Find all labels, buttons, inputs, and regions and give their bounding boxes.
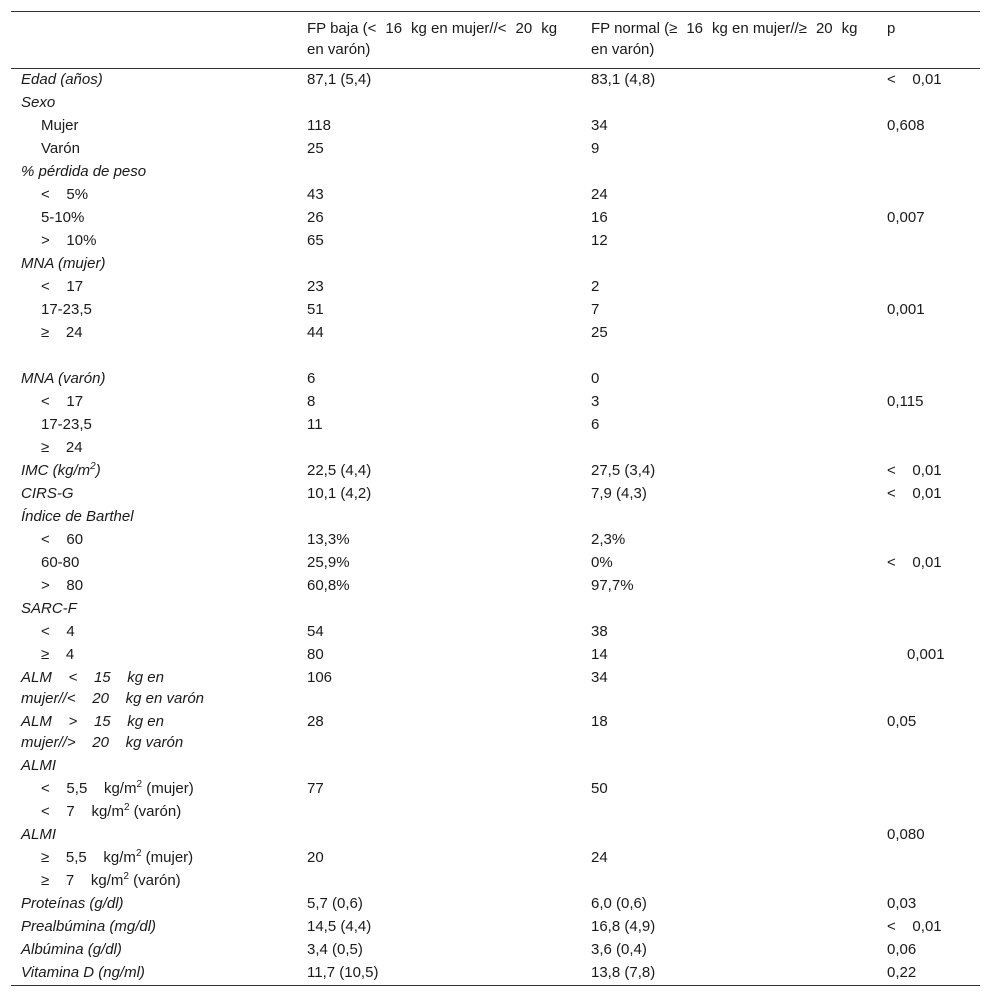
cell-p-value: 0,22 — [887, 964, 917, 981]
table-row — [11, 276, 980, 299]
table-row — [11, 621, 980, 644]
cell-low-grip — [297, 437, 581, 460]
cell-p-value — [877, 529, 980, 552]
table-row — [11, 460, 980, 483]
cell-low-grip: 22,5 (4,4) — [307, 462, 372, 479]
row-label — [11, 460, 297, 483]
cell-normal-grip — [581, 755, 877, 778]
cell-p-value — [877, 437, 980, 460]
row-label: % pérdida de peso — [21, 163, 147, 180]
row-label: ALM > 15 kg en mujer//> 20 kg varón — [21, 713, 184, 751]
table-row — [11, 552, 980, 575]
row-label: Varón — [41, 140, 80, 157]
cell-p-value: < 0,01 — [887, 462, 942, 479]
cell-low-grip — [297, 755, 581, 778]
table-row — [11, 115, 980, 138]
row-label: ≥ 24 — [41, 439, 83, 456]
table-header-row — [11, 12, 980, 69]
cell-p-value — [877, 345, 980, 368]
table-row — [11, 939, 980, 962]
row-label — [11, 345, 297, 368]
row-label: ALMI — [21, 826, 57, 843]
cell-low-grip: 8 — [307, 393, 316, 410]
table-row — [11, 755, 980, 778]
table-row — [11, 299, 980, 322]
row-label: < 60 — [41, 531, 84, 548]
row-label — [11, 801, 297, 824]
cell-p-value — [877, 184, 980, 207]
row-label-text: ≥ 7 kg/m — [41, 872, 124, 889]
cell-normal-grip: 18 — [591, 713, 608, 730]
results-table — [11, 11, 980, 986]
cell-low-grip: 77 — [307, 780, 324, 797]
header-p-value: p — [887, 20, 896, 37]
cell-low-grip: 43 — [307, 186, 324, 203]
cell-low-grip: 3,4 (0,5) — [307, 941, 363, 958]
row-label: CIRS-G — [21, 485, 74, 502]
row-label: 17-23,5 — [41, 301, 92, 318]
cell-p-value: < 0,01 — [887, 485, 942, 502]
superscript: 2 — [123, 871, 129, 882]
cell-normal-grip: 24 — [591, 186, 608, 203]
row-label: ≥ 4 — [41, 646, 75, 663]
cell-normal-grip: 3,6 (0,4) — [591, 941, 647, 958]
cell-normal-grip: 97,7% — [591, 577, 634, 594]
cell-normal-grip: 16,8 (4,9) — [591, 918, 656, 935]
cell-p-value — [877, 414, 980, 437]
cell-low-grip: 10,1 (4,2) — [307, 485, 372, 502]
row-label-text: IMC (kg/m — [21, 462, 91, 479]
table-row — [11, 529, 980, 552]
row-label — [11, 847, 297, 870]
table-row — [11, 69, 980, 93]
cell-normal-grip: 14 — [591, 646, 608, 663]
row-label: Edad (años) — [21, 71, 103, 88]
row-label: ≥ 24 — [41, 324, 83, 341]
cell-low-grip — [297, 253, 581, 276]
cell-p-value — [877, 138, 980, 161]
row-label-text: < 7 kg/m — [41, 803, 124, 820]
cell-low-grip — [297, 92, 581, 115]
row-label: > 80 — [41, 577, 84, 594]
cell-low-grip — [297, 506, 581, 529]
cell-low-grip: 28 — [307, 713, 324, 730]
header-normal-grip: FP normal (≥ 16 kg en mujer//≥ 20 kg en varón) — [591, 20, 858, 58]
row-label: ALMI — [21, 757, 57, 774]
row-label: SARC-F — [21, 600, 77, 617]
row-label: < 5% — [41, 186, 89, 203]
table-row — [11, 893, 980, 916]
cell-p-value: 0,03 — [887, 895, 917, 912]
cell-normal-grip: 2 — [591, 278, 600, 295]
cell-low-grip — [297, 345, 581, 368]
row-label-text: < 5,5 kg/m — [41, 780, 137, 797]
cell-normal-grip — [581, 253, 877, 276]
cell-normal-grip — [581, 598, 877, 621]
row-label — [11, 870, 297, 893]
cell-p-value — [877, 322, 980, 345]
cell-normal-grip: 2,3% — [591, 531, 626, 548]
table-row — [11, 391, 980, 414]
table-row — [11, 437, 980, 460]
cell-low-grip: 13,3% — [307, 531, 350, 548]
cell-low-grip: 60,8% — [307, 577, 350, 594]
cell-p-value: 0,05 — [887, 713, 917, 730]
table-row — [11, 414, 980, 437]
cell-normal-grip — [581, 345, 877, 368]
cell-low-grip: 44 — [307, 324, 324, 341]
cell-normal-grip: 34 — [591, 669, 608, 686]
superscript: 2 — [123, 802, 130, 813]
superscript: 2 — [136, 779, 143, 790]
row-label: MNA (mujer) — [21, 255, 106, 272]
cell-normal-grip: 3 — [591, 393, 600, 410]
cell-p-value — [877, 92, 980, 115]
cell-p-value — [877, 801, 980, 824]
table-row — [11, 824, 980, 847]
table-row — [11, 483, 980, 506]
cell-low-grip: 26 — [307, 209, 324, 226]
table-row — [11, 506, 980, 529]
cell-low-grip: 118 — [307, 117, 331, 134]
row-label: Vitamina D (ng/ml) — [21, 964, 145, 981]
cell-p-value — [877, 368, 980, 391]
table-row — [11, 962, 980, 986]
cell-normal-grip — [581, 161, 877, 184]
table-row — [11, 207, 980, 230]
cell-low-grip: 11 — [307, 416, 323, 433]
cell-p-value — [877, 755, 980, 778]
cell-low-grip: 14,5 (4,4) — [307, 918, 372, 935]
cell-low-grip — [297, 598, 581, 621]
cell-p-value: < 0,01 — [887, 71, 942, 88]
row-label: ALM < 15 kg en mujer//< 20 kg en varón — [21, 669, 205, 707]
cell-normal-grip: 38 — [591, 623, 608, 640]
cell-normal-grip — [581, 870, 877, 893]
cell-normal-grip: 9 — [591, 140, 600, 157]
table-row — [11, 345, 980, 368]
table-row — [11, 711, 980, 755]
row-label-text: (varón) — [128, 872, 181, 889]
cell-low-grip: 25 — [307, 140, 324, 157]
cell-p-value — [877, 667, 980, 711]
cell-normal-grip: 12 — [591, 232, 608, 249]
table-row — [11, 847, 980, 870]
cell-p-value: 0,001 — [907, 646, 945, 663]
superscript: 2 — [135, 848, 142, 859]
cell-normal-grip — [581, 801, 877, 824]
row-label-text: (mujer) — [141, 849, 194, 866]
cell-normal-grip: 24 — [591, 849, 608, 866]
cell-low-grip — [297, 161, 581, 184]
cell-p-value — [877, 230, 980, 253]
header-variable — [11, 12, 297, 69]
table-row — [11, 801, 980, 824]
cell-p-value — [877, 621, 980, 644]
row-label: Índice de Barthel — [21, 508, 134, 525]
cell-normal-grip — [581, 506, 877, 529]
header-low-grip: FP baja (< 16 kg en mujer//< 20 kg en varón) — [307, 20, 558, 58]
cell-low-grip — [297, 801, 581, 824]
cell-low-grip — [297, 824, 581, 847]
table-row — [11, 253, 980, 276]
cell-normal-grip: 34 — [591, 117, 608, 134]
cell-p-value — [877, 598, 980, 621]
cell-normal-grip: 0% — [591, 554, 613, 571]
cell-p-value — [877, 253, 980, 276]
cell-low-grip: 20 — [307, 849, 324, 866]
cell-low-grip: 11,7 (10,5) — [307, 964, 379, 981]
cell-normal-grip: 83,1 (4,8) — [591, 71, 656, 88]
row-label-text: (varón) — [129, 803, 182, 820]
results-table-container — [11, 11, 980, 986]
row-label-text: ≥ 5,5 kg/m — [41, 849, 136, 866]
cell-p-value: 0,115 — [887, 393, 924, 410]
row-label: < 17 — [41, 393, 84, 410]
cell-normal-grip: 16 — [591, 209, 608, 226]
table-row — [11, 667, 980, 711]
table-row — [11, 92, 980, 115]
cell-normal-grip: 7,9 (4,3) — [591, 485, 647, 502]
cell-low-grip: 5,7 (0,6) — [307, 895, 363, 912]
cell-p-value: < 0,01 — [887, 918, 942, 935]
cell-p-value: 0,007 — [887, 209, 925, 226]
cell-normal-grip — [581, 824, 877, 847]
row-label: MNA (varón) — [21, 370, 106, 387]
row-label: Mujer — [41, 117, 79, 134]
cell-low-grip — [297, 870, 581, 893]
cell-normal-grip: 13,8 (7,8) — [591, 964, 656, 981]
cell-p-value — [877, 161, 980, 184]
cell-p-value — [877, 506, 980, 529]
table-row — [11, 870, 980, 893]
cell-low-grip: 54 — [307, 623, 324, 640]
row-label: 5-10% — [41, 209, 85, 226]
row-label: 17-23,5 — [41, 416, 92, 433]
cell-low-grip: 23 — [307, 278, 324, 295]
cell-p-value — [877, 847, 980, 870]
row-label: Prealbúmina (mg/dl) — [21, 918, 157, 935]
table-row — [11, 368, 980, 391]
cell-p-value: < 0,01 — [887, 554, 942, 571]
cell-p-value: 0,608 — [887, 117, 925, 134]
table-row — [11, 184, 980, 207]
cell-p-value — [877, 575, 980, 598]
row-label: < 17 — [41, 278, 84, 295]
cell-normal-grip: 6,0 (0,6) — [591, 895, 647, 912]
row-label: 60-80 — [41, 554, 80, 571]
table-body — [11, 69, 980, 986]
cell-normal-grip — [581, 437, 877, 460]
cell-normal-grip: 0 — [591, 370, 600, 387]
table-row — [11, 644, 980, 667]
table-row — [11, 230, 980, 253]
row-label: Proteínas (g/dl) — [21, 895, 124, 912]
row-label: < 4 — [41, 623, 75, 640]
table-row — [11, 161, 980, 184]
cell-p-value: 0,001 — [887, 301, 925, 318]
table-row — [11, 916, 980, 939]
table-row — [11, 575, 980, 598]
cell-p-value — [877, 778, 980, 801]
table-row — [11, 138, 980, 161]
cell-low-grip: 65 — [307, 232, 324, 249]
cell-low-grip: 25,9% — [307, 554, 350, 571]
cell-normal-grip: 6 — [591, 416, 600, 433]
table-row — [11, 598, 980, 621]
cell-low-grip: 80 — [307, 646, 324, 663]
cell-p-value: 0,06 — [887, 941, 917, 958]
cell-p-value: 0,080 — [887, 826, 925, 843]
cell-normal-grip — [581, 92, 877, 115]
row-label: > 10% — [41, 232, 97, 249]
cell-p-value — [877, 870, 980, 893]
row-label: Albúmina (g/dl) — [21, 941, 122, 958]
cell-low-grip: 6 — [307, 370, 316, 387]
superscript: 2 — [90, 461, 96, 472]
cell-normal-grip: 50 — [591, 780, 608, 797]
cell-low-grip: 106 — [307, 669, 333, 686]
cell-p-value — [877, 276, 980, 299]
cell-low-grip: 51 — [307, 301, 324, 318]
table-row — [11, 778, 980, 801]
cell-normal-grip: 25 — [591, 324, 608, 341]
row-label-text: ) — [95, 462, 101, 479]
row-label-text: (mujer) — [142, 780, 194, 797]
cell-normal-grip: 27,5 (3,4) — [591, 462, 656, 479]
cell-low-grip: 87,1 (5,4) — [307, 71, 372, 88]
cell-normal-grip: 7 — [591, 301, 600, 318]
row-label: Sexo — [21, 94, 56, 111]
table-row — [11, 322, 980, 345]
row-label — [11, 778, 297, 801]
